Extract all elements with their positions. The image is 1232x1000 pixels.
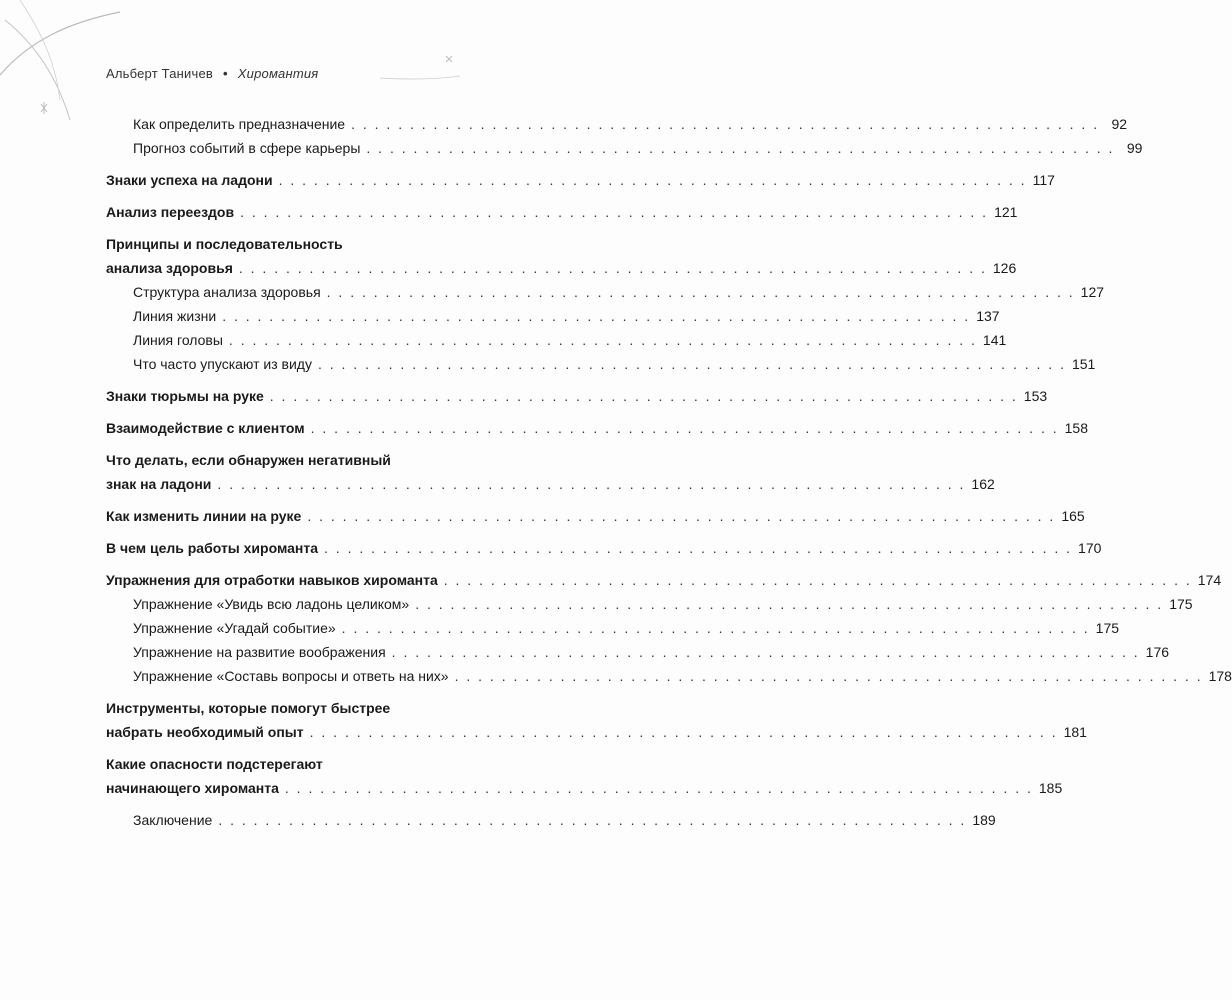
dot-leader: . . . . . . . . . . . . . . . . . . . . . . . . . . . . . . . . . . . . . . . . . . . . . . . . . . . . . . . . . . . . . . . . [310,420,1059,436]
toc-entry-title: начинающего хироманта [106,780,279,796]
toc-entry [106,200,1018,224]
toc-entry-title: набрать необходимый опыт [106,724,304,740]
toc-entry-title-line: Принципы и последовательность [106,236,343,252]
toc-page-number: 99 [1126,140,1143,156]
toc-page-number: 141 [982,332,1007,348]
dot-leader: . . . . . . . . . . . . . . . . . . . . . . . . . . . . . . . . . . . . . . . . . . . . . . . . . . . . . . . . . . . . . . . . [341,620,1090,636]
dot-leader: . . . . . . . . . . . . . . . . . . . . . . . . . . . . . . . . . . . . . . . . . . . . . . . . . . . . . . . . . . . . . . . . [309,724,1058,740]
toc-page-number: 126 [992,260,1017,276]
dot-leader: . . . . . . . . . . . . . . . . . . . . . . . . . . . . . . . . . . . . . . . . . . . . . . . . . . . . . . . . . . . . . . . . [415,596,1164,612]
toc-entry-title: Как определить предназначение [133,116,346,132]
dot-leader: . . . . . . . . . . . . . . . . . . . . . . . . . . . . . . . . . . . . . . . . . . . . . . . . . . . . . . . . . . . . . . . . [269,388,1018,404]
toc-entry-title: В чем цель работы хироманта [106,540,319,556]
dot-leader: . . . . . . . . . . . . . . . . . . . . . . . . . . . . . . . . . . . . . . . . . . . . . . . . . . . . . . . . . . . . . . . . [222,308,971,324]
toc-page-number: 185 [1038,780,1063,796]
toc-entry [106,448,995,496]
toc-entry-title-line: Инструменты, которые помогут быстрее [106,700,391,716]
toc-entry-title: Линия жизни [133,308,217,324]
toc-page-number: 175 [1169,596,1193,612]
toc-entry-title-line: Что делать, если обнаружен негативный [106,452,391,468]
running-header [106,66,318,81]
toc-entry [106,664,1232,688]
toc-entry-title: Заключение [133,812,213,828]
toc-page-number: 158 [1064,420,1088,436]
toc-entry-title: Упражнение «Увидь всю ладонь целиком» [133,596,410,612]
dot-leader: . . . . . . . . . . . . . . . . . . . . . . . . . . . . . . . . . . . . . . . . . . . . . . . . . . . . . . . . . . . . . . . . [278,172,1027,188]
toc-entry [106,112,1128,136]
toc-page-number: 137 [976,308,1000,324]
toc-entry [106,640,1170,664]
toc-page-number: 174 [1197,572,1222,588]
toc-entry-title: Анализ переездов [106,204,235,220]
header-separator: • [223,66,228,81]
dot-leader: . . . . . . . . . . . . . . . . . . . . . . . . . . . . . . . . . . . . . . . . . . . . . . . . . . . . . . . . . . . . . . . . [307,508,1056,524]
dot-leader: . . . . . . . . . . . . . . . . . . . . . . . . . . . . . . . . . . . . . . . . . . . . . . . . . . . . . . . . . . . . . . . . [317,356,1066,372]
toc-page-number: 127 [1080,284,1105,300]
toc-page-number: 181 [1063,724,1087,740]
toc-page-number: 175 [1095,620,1120,636]
toc-entry-title: Упражнения для отработки навыков хироманта [106,572,438,588]
toc-entry-title: Знаки успеха на ладони [106,172,273,188]
dot-leader: . . . . . . . . . . . . . . . . . . . . . . . . . . . . . . . . . . . . . . . . . . . . . . . . . . . . . . . . . . . . . . . . [217,476,966,492]
toc-page-number: 189 [972,812,996,828]
toc-entry [106,808,996,832]
dot-leader: . . . . . . . . . . . . . . . . . . . . . . . . . . . . . . . . . . . . . . . . . . . . . . . . . . . . . . . . . . . . . . . . [326,284,1075,300]
toc-entry [106,504,1085,528]
toc-entry-title: Взаимодействие с клиентом [106,420,305,436]
dot-leader: . . . . . . . . . . . . . . . . . . . . . . . . . . . . . . . . . . . . . . . . . . . . . . . . . . . . . . . . . . . . . . . . [228,332,977,348]
toc-entry-title: знак на ладони [106,476,212,492]
toc-page-number: 165 [1061,508,1085,524]
dot-leader: . . . . . . . . . . . . . . . . . . . . . . . . . . . . . . . . . . . . . . . . . . . . . . . . . . . . . . . . . . . . . . . . [238,260,987,276]
toc-entry [106,616,1120,640]
toc-entry-title: Упражнение на развитие воображения [133,644,386,660]
toc-entry-title-line: Какие опасности подстерегают [106,756,323,772]
dot-leader: . . . . . . . . . . . . . . . . . . . . . . . . . . . . . . . . . . . . . . . . . . . . . . . . . . . . . . . . . . . . . . . . [240,204,989,220]
dot-leader: . . . . . . . . . . . . . . . . . . . . . . . . . . . . . . . . . . . . . . . . . . . . . . . . . . . . . . . . . . . . . . . . [391,644,1140,660]
toc-entry [106,752,1063,800]
toc-entry-title: Структура анализа здоровья [133,284,321,300]
toc-entry-title: анализа здоровья [106,260,233,276]
toc-page-number: 170 [1078,540,1102,556]
toc-entry [106,304,1000,328]
header-author: Альберт Таничев [106,66,214,81]
toc-entry [106,384,1048,408]
header-book-title: Хиромантия [237,66,319,81]
toc-entry [106,536,1102,560]
toc-page-number: 162 [971,476,995,492]
toc-entry [106,592,1193,616]
dot-leader: . . . . . . . . . . . . . . . . . . . . . . . . . . . . . . . . . . . . . . . . . . . . . . . . . . . . . . . . . . . . . . . . [284,780,1033,796]
table-of-contents [106,112,1232,832]
toc-entry [106,136,1143,160]
toc-entry [106,232,1017,280]
dot-leader: . . . . . . . . . . . . . . . . . . . . . . . . . . . . . . . . . . . . . . . . . . . . . . . . . . . . . . . . . . . . . . . . [324,540,1073,556]
dot-leader: . . . . . . . . . . . . . . . . . . . . . . . . . . . . . . . . . . . . . . . . . . . . . . . . . . . . . . . . . . . . . . . . [366,140,1115,156]
dot-leader: . . . . . . . . . . . . . . . . . . . . . . . . . . . . . . . . . . . . . . . . . . . . . . . . . . . . . . . . . . . . . . . . [351,116,1100,132]
toc-entry-title: Прогноз событий в сфере карьеры [133,140,361,156]
toc-entry [106,352,1096,376]
toc-entry-title: Знаки тюрьмы на руке [106,388,264,404]
dot-leader: . . . . . . . . . . . . . . . . . . . . . . . . . . . . . . . . . . . . . . . . . . . . . . . . . . . . . . . . . . . . . . . . [454,668,1203,684]
toc-page-number: 178 [1208,668,1232,684]
toc-entry [106,168,1055,192]
toc-entry [106,696,1087,744]
dot-leader: . . . . . . . . . . . . . . . . . . . . . . . . . . . . . . . . . . . . . . . . . . . . . . . . . . . . . . . . . . . . . . . . [218,812,967,828]
toc-page-number: 117 [1032,172,1055,188]
toc-entry [106,568,1222,592]
toc-entry-title: Как изменить линии на руке [106,508,302,524]
toc-page-number: 121 [994,204,1018,220]
toc-entry [106,328,1007,352]
toc-page-number: 92 [1111,116,1128,132]
toc-entry [106,416,1088,440]
dot-leader: . . . . . . . . . . . . . . . . . . . . . . . . . . . . . . . . . . . . . . . . . . . . . . . . . . . . . . . . . . . . . . . . [443,572,1192,588]
toc-entry-title: Что часто упускают из виду [133,356,312,372]
toc-page-number: 153 [1023,388,1048,404]
toc-entry-title: Упражнение «Угадай событие» [133,620,336,636]
toc-entry-title: Линия головы [133,332,223,348]
toc-entry-title: Упражнение «Составь вопросы и ответь на них» [133,668,449,684]
toc-entry [106,280,1105,304]
toc-page-number: 176 [1145,644,1170,660]
toc-page-number: 151 [1071,356,1096,372]
